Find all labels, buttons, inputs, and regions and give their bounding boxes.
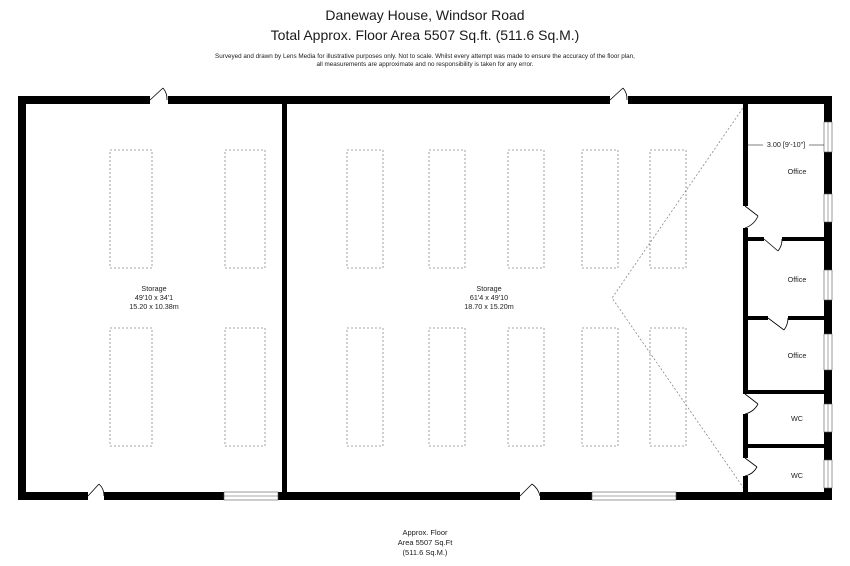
wc-2-name: WC	[791, 471, 803, 480]
office-1-name: Office	[787, 167, 807, 176]
footer-area-line-2: Area 5507 Sq.Ft	[397, 538, 453, 547]
storage-left-name: Storage	[141, 284, 167, 293]
plan-title: Daneway House, Windsor Road	[325, 7, 525, 23]
racking-outlines	[110, 150, 686, 446]
office-width-dimension: 3.00 [9'-10"]	[766, 140, 806, 149]
storage-left-metric: 15.20 x 10.38m	[129, 302, 179, 311]
storage-left-imperial: 49'10 x 34'1	[134, 293, 174, 302]
storage-main-name: Storage	[476, 284, 502, 293]
footer-area-line-3: (511.6 Sq.M.)	[402, 548, 448, 557]
footer-area-line-1: Approx. Floor	[402, 528, 448, 537]
diagonal-partition	[612, 105, 745, 490]
door-swings	[88, 88, 788, 496]
window-glazing	[224, 122, 828, 496]
storage-main-metric: 18.70 x 15.20m	[464, 302, 514, 311]
storage-main-imperial: 61'4 x 49'10	[469, 293, 509, 302]
total-area: Total Approx. Floor Area 5507 Sq.ft. (511.6 Sq.M.)	[270, 27, 580, 43]
office-2-name: Office	[787, 275, 807, 284]
internal-walls	[282, 100, 828, 496]
disclaimer-line-2: all measurements are approximate and no responsibility is taken for any error.	[316, 61, 534, 68]
office-3-name: Office	[787, 351, 807, 360]
disclaimer-line-1: Surveyed and drawn by Lens Media for illustrative purposes only. Not to scale. Whilst every attempt was made to ensure the accuracy of the floor plan,	[215, 53, 635, 60]
wc-1-name: WC	[791, 414, 803, 423]
windows	[224, 122, 832, 500]
